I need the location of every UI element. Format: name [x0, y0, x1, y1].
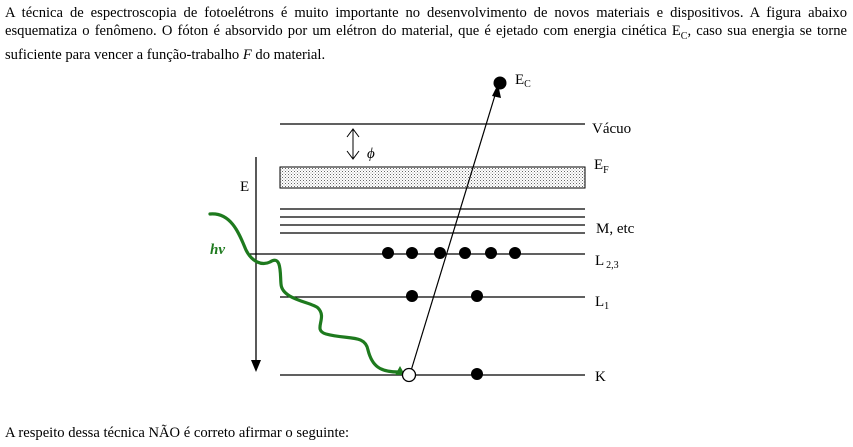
energy-axis-label: E	[240, 179, 250, 195]
l23-level-label: L $_{2,3}$	[595, 253, 619, 271]
electron-l23	[459, 247, 471, 259]
electron-l23	[485, 247, 497, 259]
work-function-label: ϕ	[367, 146, 375, 162]
energy-axis-arrowhead	[251, 360, 261, 372]
ejected-electron	[494, 77, 507, 90]
ec-subscript: C	[680, 30, 688, 42]
photon-path	[210, 214, 398, 372]
work-function-symbol: F	[242, 46, 252, 63]
intro-text-2: , caso sua energia se torne suficiente para vencer a função-trabalho	[5, 23, 847, 63]
fermi-level-label: $E_F$	[594, 157, 609, 176]
electron-k	[471, 368, 483, 380]
intro-text-3: do material.	[251, 46, 326, 63]
electron-l23	[382, 247, 394, 259]
k-level-label: K	[595, 369, 606, 385]
electron-l23	[434, 247, 446, 259]
vacancy-k	[403, 369, 416, 382]
ejected-energy-label: $E_C$	[515, 72, 531, 90]
electron-l1	[406, 290, 418, 302]
electron-l23	[509, 247, 521, 259]
l1-level-label: $L_1$	[595, 294, 610, 312]
electron-l1	[471, 290, 483, 302]
m-shell-label: M, etc	[596, 221, 635, 237]
ec-symbol: E	[671, 23, 681, 39]
fermi-band	[280, 167, 585, 188]
vacuum-level-label: Vácuo	[592, 121, 632, 137]
photon-label: hν	[210, 242, 225, 258]
electron-l23	[406, 247, 418, 259]
question-text: A respeito dessa técnica NÃO é correto afirmar o seguinte:	[5, 425, 350, 441]
intro-text-1: A técnica de espectroscopia de fotoelétrons é muito importante no desenvolvimento de novos materiais e dispositivos. A figura abaixo esquematiza o fenômeno. O fóton é absorvido por um elétron do material, que é ejetado com energia cinética	[5, 5, 847, 39]
